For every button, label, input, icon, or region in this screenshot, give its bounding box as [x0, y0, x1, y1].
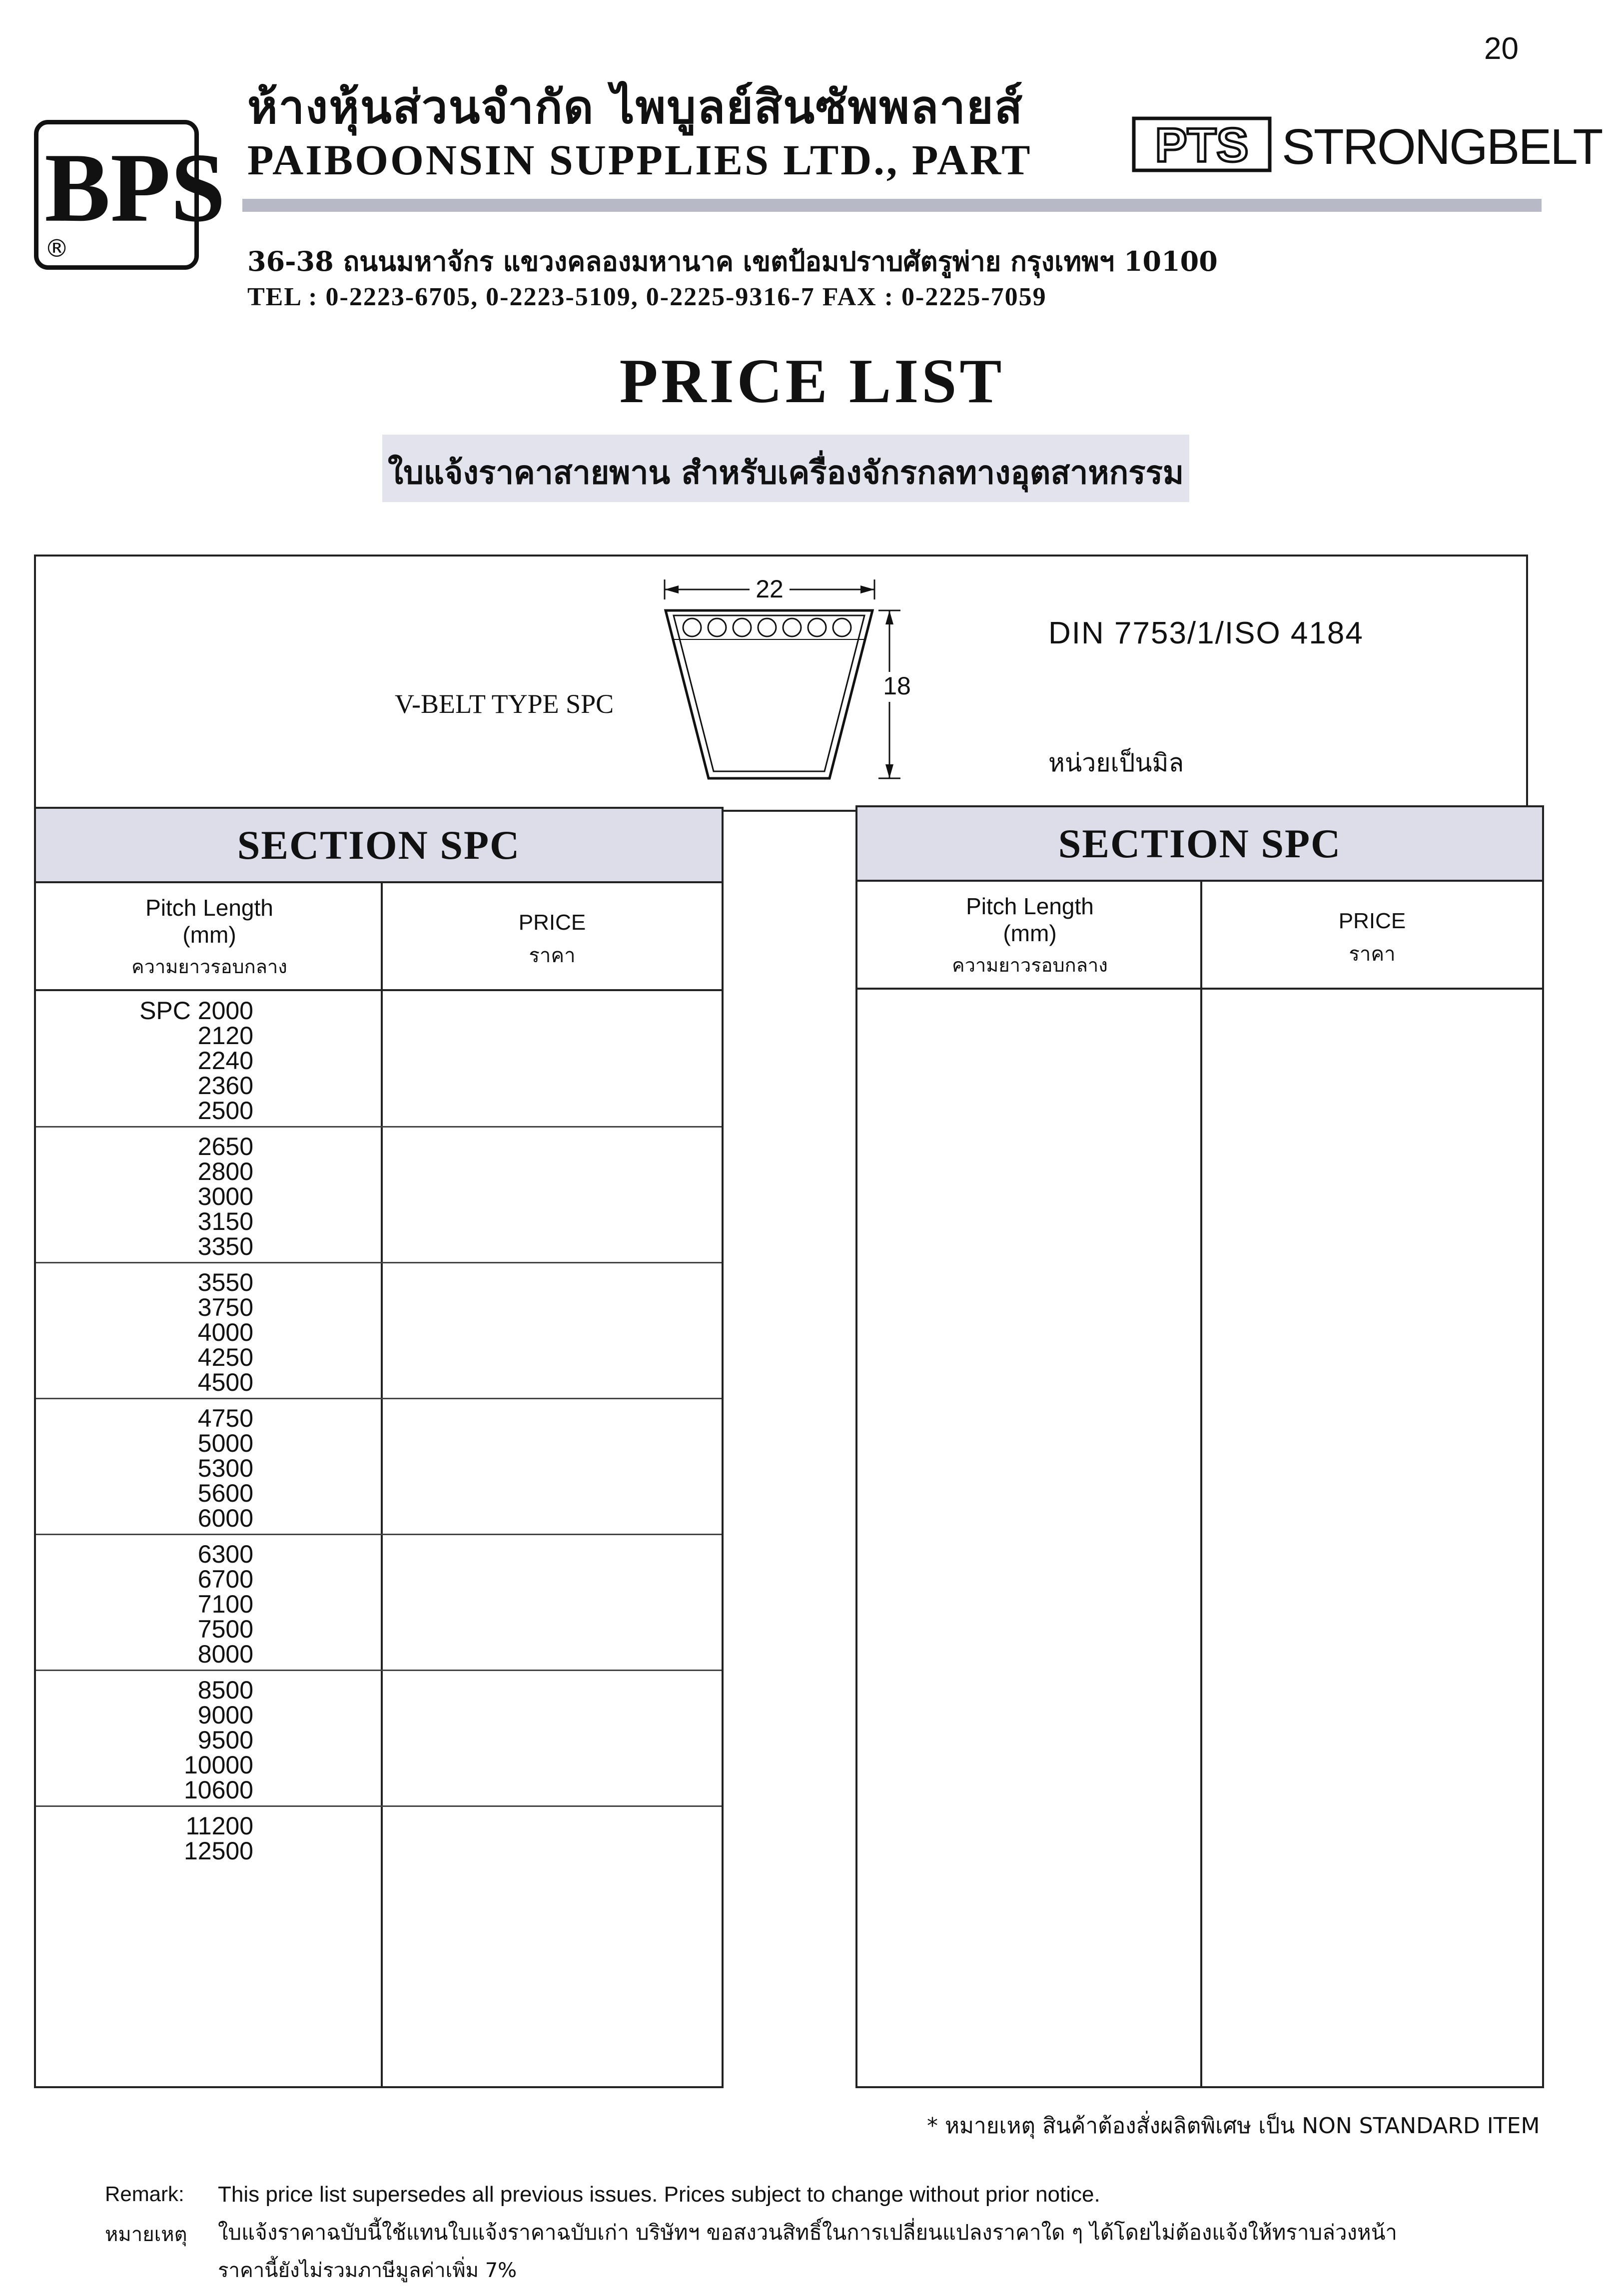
company-address: 36-38 ถนนมหาจักร แขวงคลองมหานาค เขตป้อมปราบศัตรูพ่าย กรุงเทพฯ 10100 — [247, 245, 1218, 277]
brand-logo — [1132, 112, 1602, 177]
group-divider — [36, 1805, 722, 1807]
unit-note: หน่วยเป็นมิล — [1048, 748, 1184, 777]
pitch-length-value: 2650 — [197, 1133, 253, 1160]
pitch-header-line2: (mm) — [182, 922, 236, 948]
company-contact: TEL : 0-2223-6705, 0-2223-5109, 0-2225-9316-7 FAX : 0-2225-7059 — [247, 283, 1047, 311]
page-subtitle: ใบแจ้งราคาสายพาน สำหรับเครื่องจักรกลทางอุตสาหกรรม — [387, 455, 1184, 492]
registered-mark: ® — [44, 234, 69, 263]
width-label: 22 — [756, 575, 784, 603]
pitch-length-value: 12500 — [183, 1837, 253, 1865]
pitch-length-value: 3550 — [197, 1268, 253, 1296]
pitch-length-value: 5600 — [197, 1479, 253, 1507]
price-header — [1202, 880, 1542, 990]
pitch-length-value: 6700 — [197, 1565, 253, 1593]
bps-logo-icon — [38, 124, 226, 265]
section-title: SECTION SPC — [36, 809, 722, 883]
pitch-length-value: 8000 — [197, 1640, 253, 1668]
pitch-length-value: 4750 — [197, 1404, 253, 1432]
pitch-length-value: 2120 — [197, 1022, 253, 1050]
group-divider — [36, 1670, 722, 1671]
pitch-header-line2: (mm) — [1003, 920, 1057, 946]
pitch-length-value: 11200 — [185, 1812, 253, 1840]
column-divider — [381, 881, 383, 2086]
footnote: * หมายเหตุ สินค้าต้องสั่งผลิตพิเศษ เป็น NON STANDARD ITEM — [927, 2113, 1540, 2139]
pitch-header-line3: ความยาวรอบกลาง — [952, 954, 1108, 976]
pitch-length-value: 9000 — [197, 1701, 253, 1729]
pitch-length-value: 7100 — [197, 1590, 253, 1618]
group-divider — [36, 1534, 722, 1535]
belt-type-label: V-BELT TYPE SPC — [395, 689, 614, 719]
brand-mark-text: PTS — [1155, 118, 1249, 172]
company-name-thai: ห้างหุ้นส่วนจำกัด ไพบูลย์สินซัพพลายส์ — [247, 80, 1023, 134]
pitch-length-value: 5000 — [197, 1429, 253, 1457]
pitch-length-value: 2360 — [197, 1072, 253, 1100]
pitch-length-value: 3000 — [197, 1182, 253, 1210]
remark-text-thai-2: ราคานี้ยังไม่รวมภาษีมูลค่าเพิ่ม 7% — [218, 2259, 517, 2282]
page-title: PRICE LIST — [619, 347, 1005, 416]
vbelt-cross-section-diagram — [655, 570, 914, 789]
pitch-header-line1: Pitch Length — [966, 893, 1094, 919]
header-rule — [242, 199, 1542, 212]
price-header — [383, 881, 722, 991]
left-price-table — [34, 807, 724, 2088]
pitch-length-value: 6000 — [197, 1504, 253, 1532]
brand-name: STRONGBELT — [1282, 119, 1602, 175]
pts-logo-icon — [1132, 116, 1272, 172]
price-header-line1: PRICE — [518, 910, 586, 935]
pitch-length-value: 7500 — [197, 1615, 253, 1643]
remark-label-en: Remark: — [105, 2182, 184, 2206]
pitch-length-value: 5300 — [197, 1454, 253, 1482]
pitch-length-value: 2500 — [197, 1097, 253, 1125]
pitch-length-value: SPC 2000 — [139, 997, 253, 1025]
remark-label-thai: หมายเหตุ — [105, 2223, 187, 2246]
pitch-length-value: 3150 — [197, 1207, 253, 1235]
pitch-length-value: 4500 — [197, 1368, 253, 1396]
pitch-length-value: 6300 — [197, 1540, 253, 1568]
logo-text: BPS — [44, 132, 226, 242]
page-number: 20 — [1484, 31, 1519, 66]
group-divider — [36, 1262, 722, 1263]
standard-label: DIN 7753/1/ISO 4184 — [1048, 616, 1364, 650]
group-divider — [36, 1398, 722, 1399]
pitch-length-value: 10000 — [183, 1751, 253, 1779]
pitch-length-value: 3350 — [197, 1232, 253, 1260]
column-divider — [1200, 880, 1202, 2086]
pitch-length-value: 8500 — [197, 1676, 253, 1704]
pitch-length-value: 4250 — [197, 1343, 253, 1371]
group-divider — [36, 1126, 722, 1128]
company-name-english: PAIBOONSIN SUPPLIES LTD., PART — [247, 136, 1032, 184]
pitch-header-line1: Pitch Length — [145, 895, 273, 921]
pitch-length-value: 2240 — [197, 1047, 253, 1075]
pitch-header-line3: ความยาวรอบกลาง — [131, 956, 287, 978]
pitch-length-value: 10600 — [183, 1776, 253, 1804]
right-price-table — [855, 805, 1544, 2088]
pitch-length-value: 3750 — [197, 1293, 253, 1321]
price-header-line2: ราคา — [1349, 943, 1396, 966]
price-header-line2: ราคา — [529, 944, 576, 967]
remark-text-en: This price list supersedes all previous issues. Prices subject to change without prior notice. — [218, 2182, 1100, 2207]
pitch-length-header — [857, 880, 1202, 990]
price-header-line1: PRICE — [1338, 909, 1406, 933]
pitch-length-value: 4000 — [197, 1318, 253, 1346]
pitch-length-value: 2800 — [197, 1157, 253, 1185]
section-title: SECTION SPC — [857, 807, 1542, 882]
height-label: 18 — [883, 672, 911, 700]
pitch-length-header — [36, 881, 383, 991]
remark-text-thai-1: ใบแจ้งราคาฉบับนี้ใช้แทนใบแจ้งราคาฉบับเก่า บริษัทฯ ขอสงวนสิทธิ์ในการเปลี่ยนแปลงราคาใด ๆ ได้โดยไม่ต้องแจ้งให้ทราบล่วงหน้า — [218, 2220, 1398, 2245]
company-logo — [34, 120, 226, 270]
pitch-length-value: 9500 — [197, 1726, 253, 1754]
